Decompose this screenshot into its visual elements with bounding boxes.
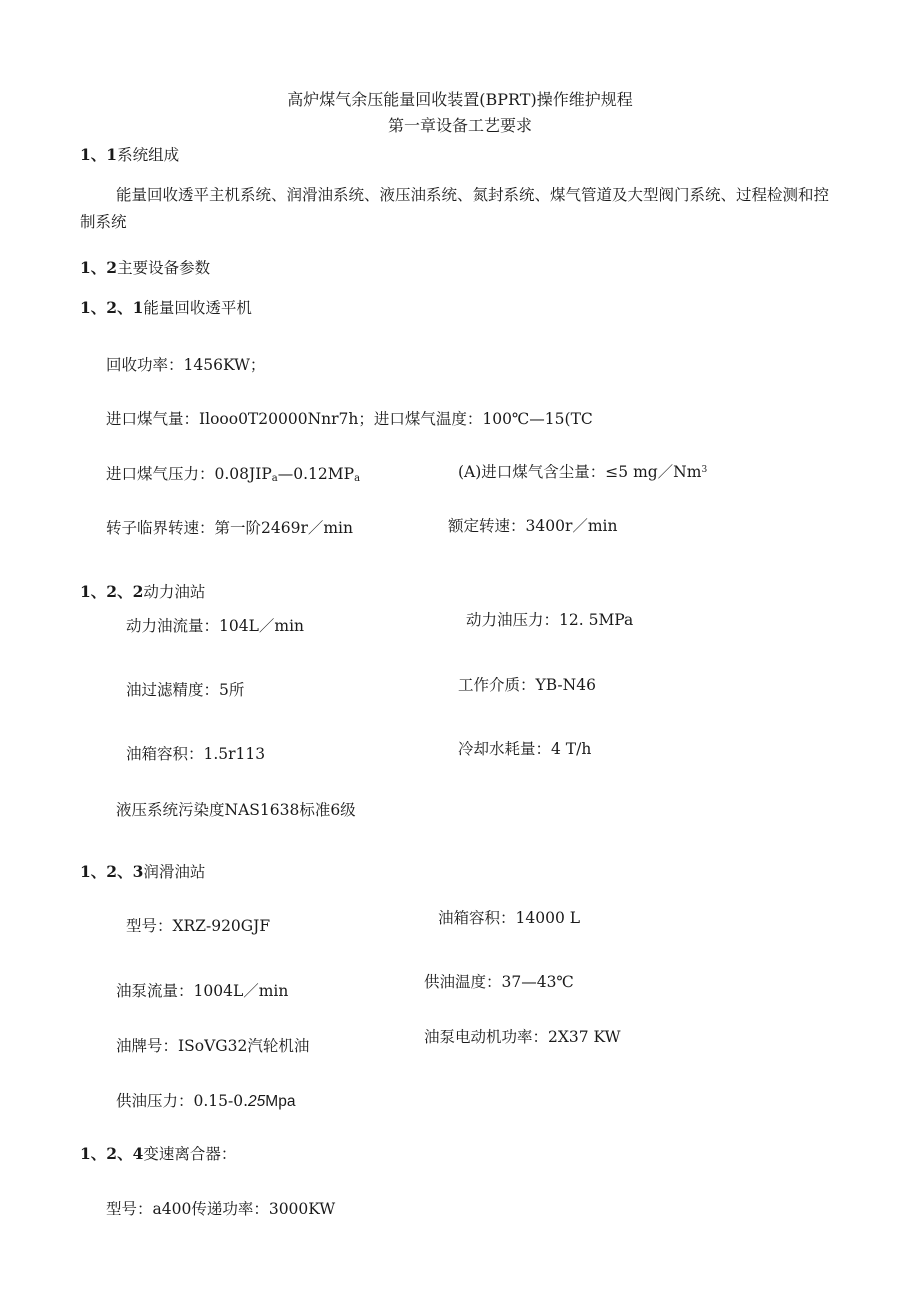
section-number: 1、2、3 bbox=[80, 862, 144, 881]
lube-station-model: 型号：XRZ-920GJF bbox=[126, 917, 271, 935]
hydraulic-contamination-level: 液压系统污染度NAS1638标准6级 bbox=[116, 801, 356, 819]
lube-tank-volume: 油箱容积：14000 L bbox=[438, 909, 581, 927]
section-heading-text: 系统组成 bbox=[117, 146, 180, 164]
section-1-1-body: 能量回收透平主机系统、润滑油系统、液压油系统、氮封系统、煤气管道及大型阀门系统、过程检测和控制系统 bbox=[80, 186, 830, 231]
inlet-gas-flow-and-temperature: 进口煤气量：Ilooo0T20000Nnr7h；进口煤气温度：100℃—15(TC bbox=[106, 410, 593, 428]
rated-speed: 额定转速：3400r／min bbox=[448, 517, 618, 535]
section-1-2-1-heading bbox=[80, 299, 252, 318]
document-title: 高炉煤气余压能量回收装置(BPRT)操作维护规程 bbox=[287, 90, 633, 109]
section-number: 1、2 bbox=[80, 258, 118, 277]
section-number: 1、2、4 bbox=[80, 1144, 144, 1163]
section-1-2-3-heading bbox=[80, 863, 205, 882]
rotor-critical-speed: 转子临界转速：第一阶2469r／min bbox=[106, 519, 353, 537]
section-number: 1、2、2 bbox=[80, 582, 144, 601]
power-oil-flow: 动力油流量：104L／min bbox=[126, 617, 305, 635]
section-1-2-4-heading bbox=[80, 1145, 236, 1164]
section-heading-text: 主要设备参数 bbox=[117, 259, 211, 277]
section-number: 1、2、1 bbox=[80, 298, 144, 317]
oil-filter-precision: 油过滤精度：5所 bbox=[126, 681, 245, 699]
oil-supply-temperature: 供油温度：37—43℃ bbox=[424, 973, 574, 991]
section-heading-text: 润滑油站 bbox=[143, 863, 206, 881]
oil-supply-pressure: 供油压力：0.15-0.25Mpa bbox=[116, 1092, 296, 1110]
working-medium: 工作介质：YB-N46 bbox=[458, 676, 596, 694]
section-1-2-heading bbox=[80, 259, 210, 278]
cooling-water-consumption: 冷却水耗量：4 T/h bbox=[458, 740, 592, 758]
section-heading-text: 能量回收透平机 bbox=[143, 299, 252, 317]
power-oil-pressure: 动力油压力：12. 5MPa bbox=[466, 611, 634, 629]
section-1-1-heading bbox=[80, 146, 179, 165]
inlet-gas-pressure: 进口煤气压力：$0.08JIP_a—0.12MP_a$ bbox=[106, 465, 361, 484]
chapter-title: 第一章设备工艺要求 bbox=[387, 116, 532, 135]
oil-tank-volume: 油箱容积：1.5r113 bbox=[126, 745, 266, 763]
inlet-dust-content: (A)进口煤气含尘量：≤5 mg／Nm$^3$ bbox=[458, 463, 708, 481]
section-heading-text: 变速离合器： bbox=[143, 1145, 237, 1163]
recovery-power: 回收功率：1456KW； bbox=[106, 356, 266, 374]
section-heading-text: 动力油站 bbox=[143, 583, 206, 601]
oil-pump-flow: 油泵流量：1004L／min bbox=[116, 982, 289, 1000]
section-1-2-2-heading bbox=[80, 583, 205, 602]
oil-pump-motor-power: 油泵电动机功率：2X37 KW bbox=[424, 1028, 621, 1046]
clutch-model-and-power: 型号：a400传递功率：3000KW bbox=[106, 1200, 336, 1218]
oil-brand: 油牌号：ISoVG32汽轮机油 bbox=[116, 1037, 310, 1055]
section-number: 1、1 bbox=[80, 145, 118, 164]
